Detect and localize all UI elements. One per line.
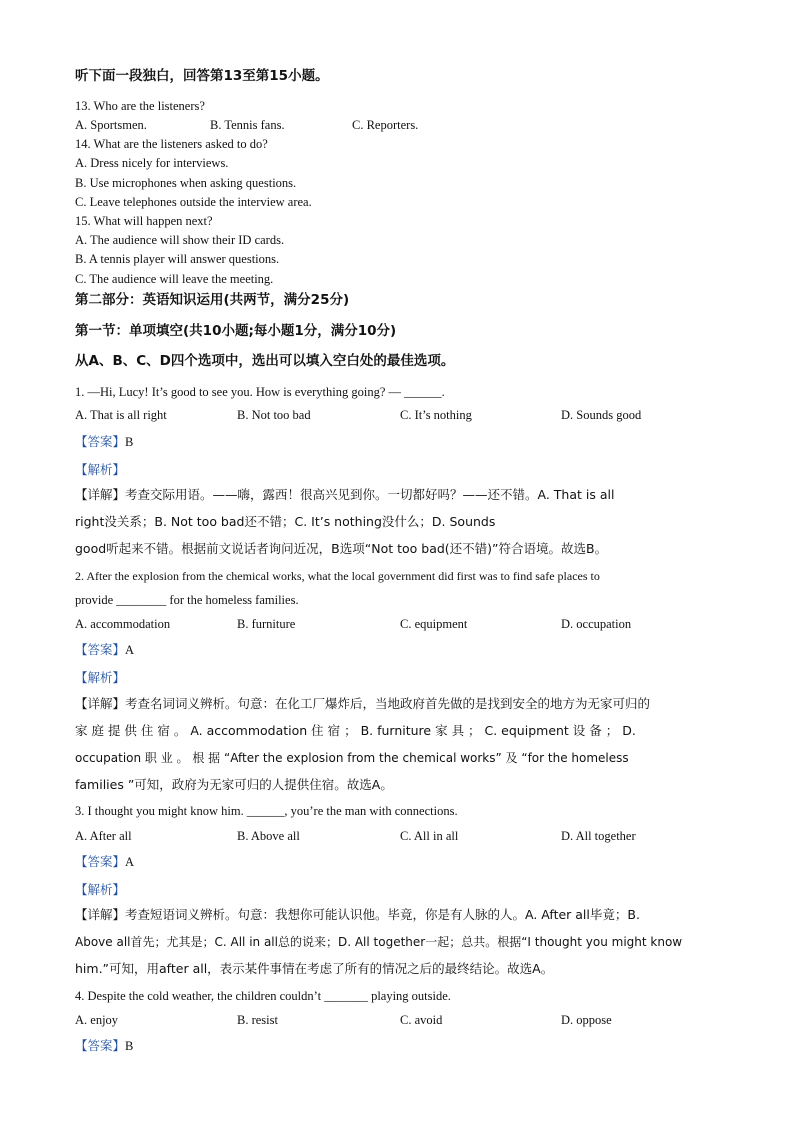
question-1-option-d: D. Sounds good [561, 408, 642, 422]
q15-option-c: C. The audience will leave the meeting. [75, 272, 274, 286]
question-1-option-c: C. It’s nothing [400, 408, 472, 422]
q14-option-b: B. Use microphones when asking questions. [75, 176, 297, 190]
question-2-option-b: B. furniture [237, 617, 296, 631]
instruction-text: 从A、B、C、D四个选项中，选出可以填入空白处的最佳选项。 [75, 353, 455, 369]
question-3-option-d: D. All together [561, 829, 636, 843]
q14-stem: 14. What are the listeners asked to do? [75, 137, 268, 151]
question-3-option-b: B. Above all [237, 829, 300, 843]
q14-option-a: A. Dress nicely for interviews. [75, 156, 229, 170]
q15-option-b: B. A tennis player will answer questions. [75, 252, 280, 266]
answer-tag: 【答案】 [75, 854, 126, 869]
question-1-answer-value: B [125, 435, 134, 449]
question-2-detail-line-4: families ”可知，政府为无家可归的人提供住宿。故选A。 [75, 777, 393, 792]
question-2-answer-value: A [125, 643, 135, 657]
q15-option-a: A. The audience will show their ID cards. [75, 233, 285, 247]
question-3-analysis-tag: 【解析】 [75, 882, 126, 897]
answer-tag: 【答案】 [75, 1038, 126, 1053]
question-2-detail-line-3: occupation 职 业 。 根 据 “After the explosion from the chemical works” 及 “for the homeless [75, 751, 629, 765]
question-2-detail-line-2: 家 庭 提 供 住 宿 。 A. accommodation 住 宿 ； B. furniture 家 具 ； C. equipment 设 备 ； D. [75, 723, 636, 738]
question-4-answer [75, 1036, 133, 1054]
question-4-answer-value: B [125, 1039, 134, 1053]
question-4-option-d: D. oppose [561, 1013, 612, 1027]
question-3-option-a: A. After all [75, 829, 132, 843]
question-1-detail-line-2: right没关系；B. Not too bad还不错；C. It’s nothing没什么；D. Sounds [75, 514, 496, 529]
question-2-analysis-tag: 【解析】 [75, 670, 126, 685]
question-4-option-c: C. avoid [400, 1013, 443, 1027]
question-1-stem: 1. —Hi, Lucy! It’s good to see you. How is everything going? — ______. [75, 385, 445, 399]
q14-option-c: C. Leave telephones outside the interview area. [75, 195, 312, 209]
question-1-option-a: A. That is all right [75, 408, 167, 422]
answer-tag: 【答案】 [75, 434, 126, 449]
question-2-option-c: C. equipment [400, 617, 468, 631]
question-3-stem: 3. I thought you might know him. ______, you’re the man with connections. [75, 804, 458, 818]
question-3-detail-line-1: 【详解】考查短语词义辨析。句意：我想你可能认识他。毕竟，你是有人脉的人。A. After all毕竟；B. [75, 907, 640, 922]
section1-heading: 第一节：单项填空(共10小题;每小题1分，满分10分) [75, 323, 397, 339]
question-1-detail-line-1: 【详解】考查交际用语。——嗨，露西！很高兴见到你。一切都好吗？——还不错。A. That is all [75, 487, 615, 502]
question-1-detail-line-3: good听起来不错。根据前文说话者询问近况，B选项“Not too bad(还不错)”符合语境。故选B。 [75, 541, 608, 556]
q15-stem: 15. What will happen next? [75, 214, 213, 228]
q13-option-c: C. Reporters. [352, 118, 419, 132]
question-3-option-c: C. All in all [400, 829, 459, 843]
question-2-option-d: D. occupation [561, 617, 632, 631]
question-2-stem-line-1: 2. After the explosion from the chemical works, what the local government did first was to find safe places to [75, 569, 600, 583]
part2-heading: 第二部分：英语知识运用(共两节，满分25分) [75, 292, 350, 308]
question-2-stem-line-2: provide ________ for the homeless families. [75, 593, 299, 607]
question-4-stem: 4. Despite the cold weather, the children couldn’t _______ playing outside. [75, 989, 451, 1003]
question-3-detail-line-2: Above all首先；尤其是；C. All in all总的说来；D. All together一起；总共。根据“I thought you might know [75, 935, 683, 949]
question-3-answer-value: A [125, 855, 135, 869]
q13-option-a: A. Sportsmen. [75, 118, 147, 132]
question-4-option-b: B. resist [237, 1013, 278, 1027]
listening-heading: 听下面一段独白，回答第13至第15小题。 [75, 68, 329, 84]
question-2-option-a: A. accommodation [75, 617, 171, 631]
question-2-answer [75, 640, 134, 658]
answer-tag: 【答案】 [75, 642, 126, 657]
question-4-option-a: A. enjoy [75, 1013, 119, 1027]
question-1-answer [75, 432, 133, 450]
q13-option-b: B. Tennis fans. [210, 118, 285, 132]
q13-stem: 13. Who are the listeners? [75, 99, 205, 113]
question-3-detail-line-3: him.”可知，用after all，表示某件事情在考虑了所有的情况之后的最终结论。故选A。 [75, 961, 554, 976]
question-1-option-b: B. Not too bad [237, 408, 311, 422]
question-2-detail-line-1: 【详解】考查名词词义辨析。句意：在化工厂爆炸后，当地政府首先做的是找到安全的地方为无家可归的 [75, 696, 651, 711]
question-1-analysis-tag: 【解析】 [75, 462, 126, 477]
question-3-answer [75, 852, 134, 870]
